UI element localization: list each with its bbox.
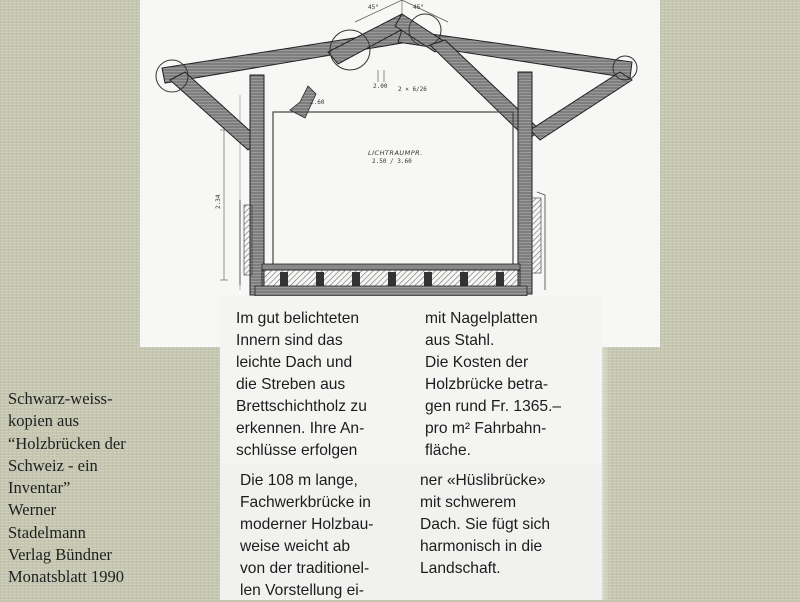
text-line: schlüsse erfolgen	[236, 442, 358, 459]
clearance-label: LICHTRAUMPR.	[368, 149, 423, 157]
text-line: Brettschichtholz zu	[236, 398, 367, 415]
bridge-cross-section-drawing	[140, 0, 660, 347]
dim-b-label: 2.60	[310, 99, 325, 106]
caption-line: Schwarz-weiss-	[8, 389, 113, 408]
text-line: aus Stahl.	[425, 332, 495, 349]
text-line: harmonisch in die	[420, 538, 543, 555]
text-line: pro m² Fahrbahn-	[425, 420, 547, 437]
text-line: Landschaft.	[420, 560, 501, 577]
caption-line: Inventar”	[8, 478, 71, 498]
panel-edge	[602, 347, 610, 600]
caption-line: Schweiz - ein	[8, 455, 98, 475]
text-line: Holzbrücke betra-	[425, 376, 549, 393]
angle-right-label: 45°	[413, 4, 424, 11]
right-post	[518, 72, 532, 294]
text-line: mit Nagelplatten	[425, 310, 538, 327]
text-line: die Streben aus	[236, 376, 346, 393]
text-line: len Vorstellung ei-	[240, 582, 364, 599]
text-block-2	[220, 464, 602, 600]
caption-line: Stadelmann	[8, 522, 86, 542]
dim-a-label: 2.00	[373, 83, 388, 90]
text-line: erkennen. Ihre An-	[236, 420, 365, 437]
text-line: ner «Hüslibrücke»	[420, 472, 546, 489]
caption-line: Verlag Bündner	[8, 545, 113, 565]
text-block-1-col2	[425, 308, 561, 462]
text-line: Dach. Sie fügt sich	[420, 516, 551, 533]
clearance-dims: 2.50 / 3.60	[372, 158, 412, 165]
text-line: weise weicht ab	[240, 538, 351, 555]
text-line: Im gut belichteten	[236, 310, 360, 327]
text-line: fläche.	[425, 442, 471, 459]
text-line: gen rund Fr. 1365.–	[425, 398, 562, 415]
text-line: moderner Holzbau-	[240, 516, 374, 533]
text-line: Die Kosten der	[425, 354, 529, 371]
beam-label: 2 × 6/26	[398, 86, 427, 93]
caption-line: kopien aus	[8, 411, 80, 431]
text-block-2-col1	[240, 470, 373, 602]
text-line: leichte Dach und	[236, 354, 353, 371]
text-line: Die 108 m lange,	[240, 472, 358, 489]
caption-line: “Holzbrücken der	[8, 433, 126, 453]
caption-line: Monatsblatt 1990	[8, 567, 124, 587]
source-caption	[8, 388, 158, 589]
angle-left-label: 45°	[368, 4, 379, 11]
text-line: mit schwerem	[420, 494, 517, 511]
caption-line: Werner	[8, 500, 57, 520]
text-block-2-col2	[420, 470, 550, 580]
text-line: Innern sind das	[236, 332, 343, 349]
text-line: von der traditionel-	[240, 560, 370, 577]
text-line: Fachwerkbrücke in	[240, 494, 371, 511]
clearance-profile	[273, 112, 513, 267]
deck-top	[262, 264, 520, 270]
text-block-1-col1	[236, 308, 367, 462]
cross-section-svg	[140, 0, 660, 347]
text-block-1	[220, 296, 602, 464]
height-label: 2.34	[215, 194, 222, 209]
